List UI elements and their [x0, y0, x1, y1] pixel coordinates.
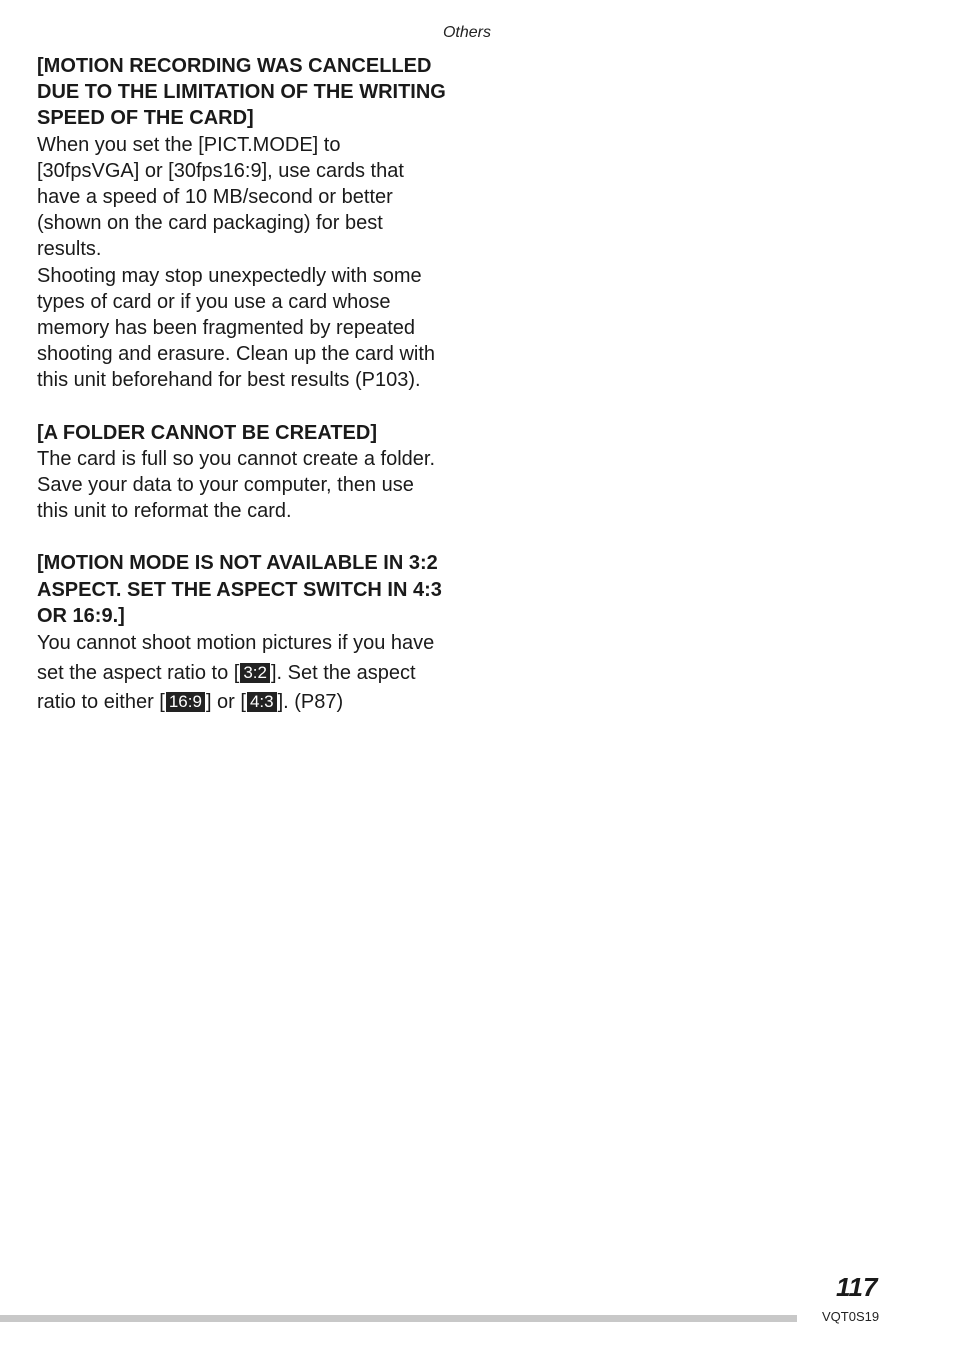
text-part: ] or [: [205, 691, 246, 714]
section-heading: [MOTION MODE IS NOT AVAILABLE IN 3:2 ASPECT. SET THE ASPECT SWITCH IN 4:3 OR 16:9.]: [37, 552, 442, 627]
section-paragraph: Shooting may stop unexpectedly with some types of card or if you use a card whose memory has been fragmented by repeated shooting and erasure. Clean up the card with this unit beforehand for best results (P103).: [37, 264, 436, 392]
section-paragraph: The card is full so you cannot create a folder.: [37, 447, 435, 470]
text-part: ]. (P87): [277, 691, 344, 714]
page-number: 117: [836, 1272, 878, 1302]
section-paragraph: Save your data to your computer, then use this unit to reformat the card.: [37, 474, 414, 523]
aspect-16-9-icon: 16:9: [166, 692, 205, 712]
section-motion-mode-not-available: [37, 550, 447, 717]
footer-divider-bar: [0, 1315, 797, 1322]
section-paragraph: [37, 629, 447, 718]
document-code: VQT0S19: [822, 1309, 880, 1324]
text-part: You cannot shoot motion pictures if you have set the aspect ratio to [: [37, 632, 435, 684]
section-heading: [A FOLDER CANNOT BE CREATED]: [37, 421, 377, 444]
text-part: ]. Set the aspect ratio to either [: [37, 661, 416, 714]
aspect-3-2-icon: 3:2: [240, 663, 270, 683]
section-header: Others: [442, 24, 491, 41]
section-folder-cannot-be-created: [37, 420, 447, 525]
section-paragraph: When you set the [PICT.MODE] to [30fpsVGA] or [30fps16:9], use cards that have a speed of 10 MB/second or better (shown on the card packaging) for best results.: [37, 133, 404, 261]
aspect-4-3-icon: 4:3: [247, 692, 277, 712]
section-heading: [MOTION RECORDING WAS CANCELLED DUE TO THE LIMITATION OF THE WRITING SPEED OF THE CARD]: [37, 55, 446, 130]
section-motion-recording-cancelled: [37, 53, 447, 394]
content-column: [37, 53, 447, 744]
